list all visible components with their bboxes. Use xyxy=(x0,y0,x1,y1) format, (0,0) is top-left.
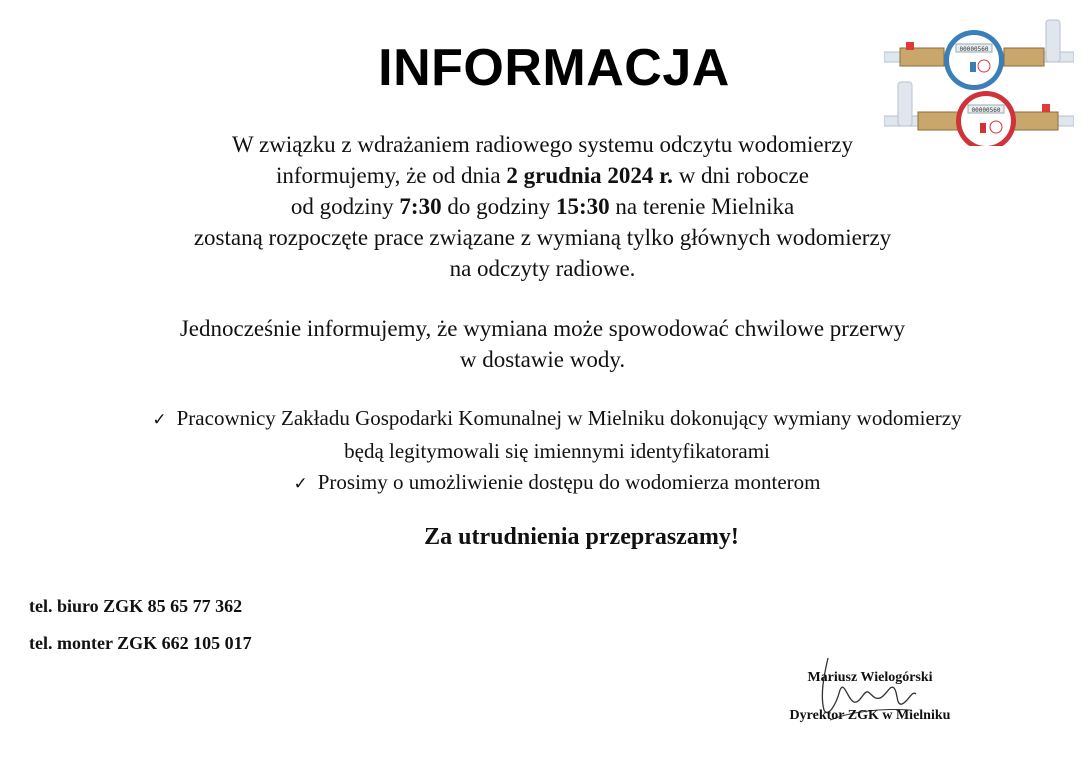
page-title: INFORMACJA xyxy=(378,39,730,97)
intro-line-3 xyxy=(0,191,1085,222)
intro-line-2 xyxy=(0,160,1085,191)
notice-line-2: w dostawie wody. xyxy=(459,347,626,372)
signatory-name: Mariusz Wielogórski xyxy=(807,670,933,685)
end-hour: 15:30 xyxy=(555,194,610,219)
hot-water-meter-icon xyxy=(884,82,1074,146)
intro-text: na terenie Mielnika xyxy=(609,194,795,219)
list-item xyxy=(0,403,1089,436)
checkmark-icon: ✓ xyxy=(293,474,308,494)
checklist-item-1-text: Pracownicy Zakładu Gospodarki Komunalnej w Mielniku dokonujący wymiany wodomierzy xyxy=(176,406,962,430)
checklist-item-1-continuation: będą legitymowali się imiennymi identyfikatorami xyxy=(344,439,770,463)
water-meters-illustration xyxy=(884,16,1074,146)
start-date: 2 grudnia 2024 r. xyxy=(506,163,673,188)
checklist xyxy=(0,403,1089,500)
intro-text: od godziny xyxy=(290,194,400,219)
signatory-role: Dyrektor ZGK w Mielniku xyxy=(789,708,951,723)
hot-meter-reading: 00000560 xyxy=(971,107,1001,114)
list-item xyxy=(0,467,1089,500)
notice-line-1: Jednocześnie informujemy, że wymiana może spowodować chwilowe przerwy xyxy=(179,316,906,341)
cold-meter-reading: 00000560 xyxy=(959,46,989,53)
start-hour: 7:30 xyxy=(399,194,442,219)
apology-text: Za utrudnienia przepraszamy! xyxy=(424,524,739,550)
intro-text: informujemy, że od dnia xyxy=(276,163,507,188)
cold-water-meter-icon xyxy=(884,20,1074,90)
technician-phone: tel. monter ZGK 662 105 017 xyxy=(29,633,252,653)
intro-line-4: zostaną rozpoczęte prace związane z wymianą tylko głównych wodomierzy xyxy=(193,225,892,250)
intro-text: w dni robocze xyxy=(672,163,809,188)
checklist-item-2-text: Prosimy o umożliwienie dostępu do wodomierza monterom xyxy=(317,470,821,494)
intro-line-5: na odczyty radiowe. xyxy=(449,256,636,281)
intro-paragraph xyxy=(0,129,1085,284)
intro-line-1: W związku z wdrażaniem radiowego systemu odczytu wodomierzy xyxy=(232,132,853,157)
intro-text: do godziny xyxy=(441,194,556,219)
checkmark-icon: ✓ xyxy=(152,410,167,430)
office-phone: tel. biuro ZGK 85 65 77 362 xyxy=(29,596,243,616)
notice-paragraph xyxy=(0,313,1085,375)
